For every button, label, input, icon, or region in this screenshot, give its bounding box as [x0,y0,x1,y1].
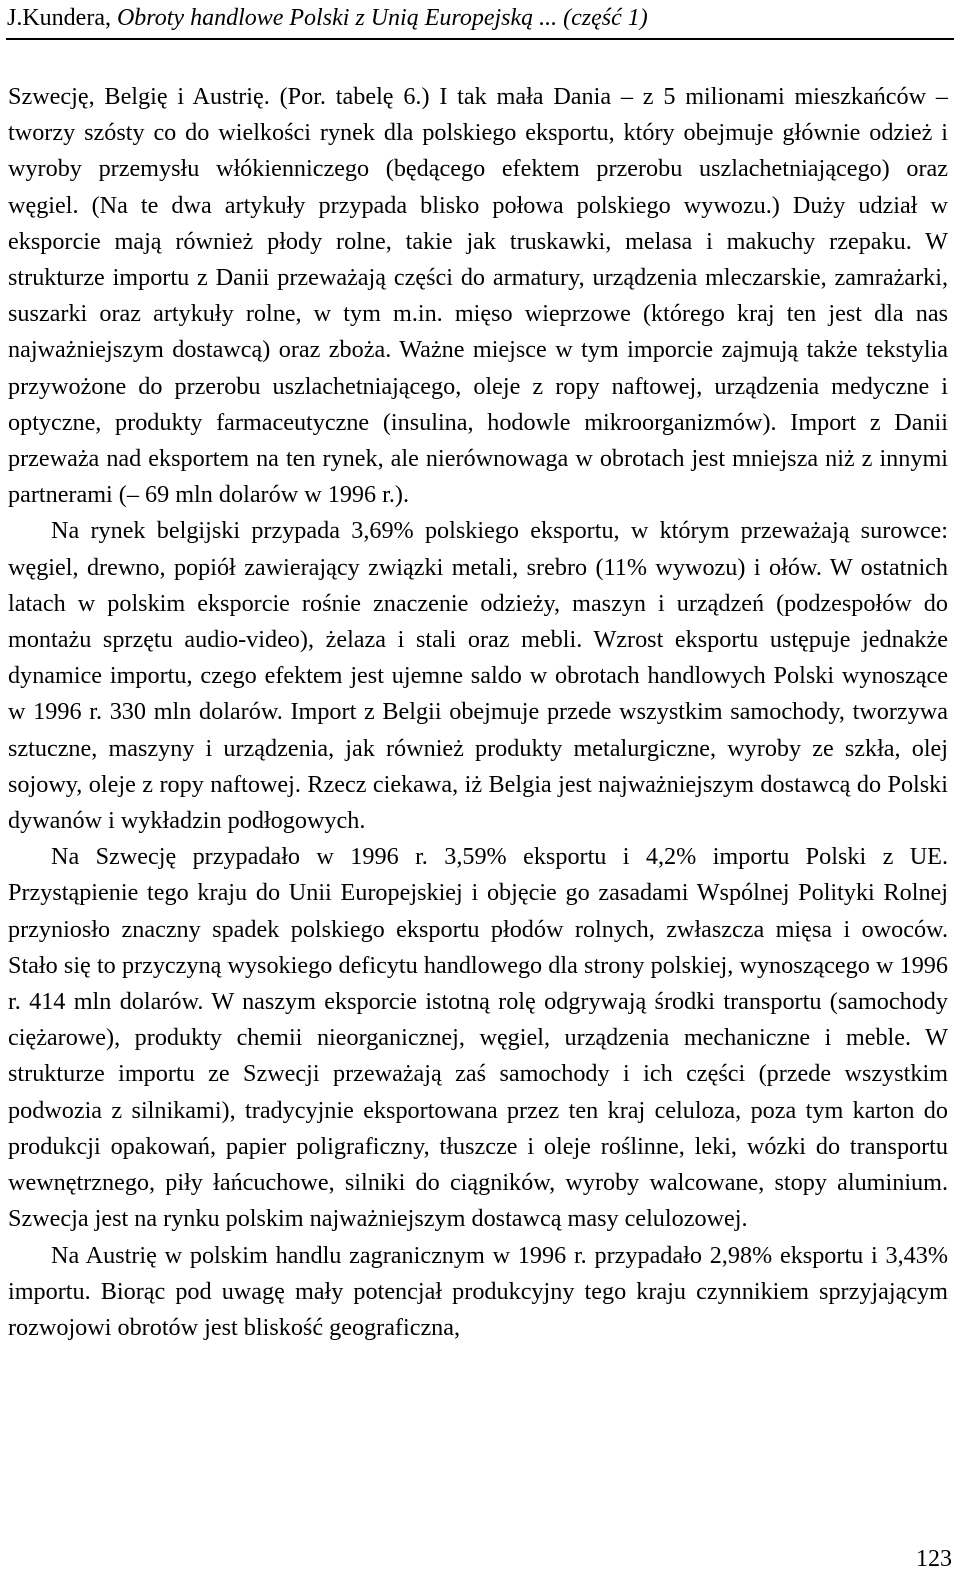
paragraph-belgia: Na rynek belgijski przypada 3,69% polskiego eksportu, w którym przeważają surowce: węgiel, drewno, popiół zawierający związki metali, srebro (11% wywozu) i ołów. W ostatnich latach w polskim eksporcie rośnie znaczenie odzieży, maszyn i urządzeń (podzespołów do montażu sprzętu audio-video), żelaza i stali oraz mebli. Wzrost eksportu ustępuje jednakże dynamice importu, czego efektem jest ujemne saldo w obrotach handlowych Polski wynoszące w 1996 r. 330 mln dolarów. Import z Belgii obejmuje przede wszystkim samochody, tworzywa sztuczne, maszyny i urządzenia, jak również produkty metalurgiczne, wyroby ze szkła, olej sojowy, oleje z ropy naftowej. Rzecz ciekawa, iż Belgia jest najważniejszym dostawcą do Polski dywanów i wykładzin podłogowych. [8,517,948,835]
paragraph-austria: Na Austrię w polskim handlu zagranicznym w 1996 r. przypadało 2,98% eksportu i 3,43% importu. Biorąc pod uwagę mały potencjał produkcyjny tego kraju czynnikiem sprzyjającym rozwojowi obrotów jest bliskość geograficzna, [8,1241,948,1341]
header-title: Obroty handlowe Polski z Unią Europejską ... (część 1) [116,5,648,31]
main-text [8,79,948,1346]
running-header [7,3,648,33]
paragraph-dania: Szwecję, Belgię i Austrię. (Por. tabelę 6.) I tak mała Dania – z 5 milionami mieszkańców – tworzy szósty co do wielkości rynek dla polskiego eksportu, który obejmuje głównie odzież i wyroby przemysłu włókienniczego (będącego efektem przerobu uszlachetniającego) oraz węgiel. (Na te dwa artykuły przypada blisko połowa polskiego wywozu.) Duży udział w eksporcie mają również płody rolne, takie jak truskawki, melasa i makuchy rzepaku. W strukturze importu z Danii przeważają części do armatury, urządzenia mleczarskie, zamrażarki, suszarki oraz artykuły rolne, w tym m.in. mięso wieprzowe (którego kraj ten jest dla nas najważniejszym dostawcą) oraz zboża. Ważne miejsce w tym imporcie zajmują także tekstylia przywożone do przerobu uszlachetniającego, oleje z ropy naftowej, urządzenia medyczne i optyczne, produkty farmaceutyczne (insulina, hodowle mikroorganizmów). Import z Danii przeważa nad eksportem na ten rynek, ale nierównowaga w obrotach jest mniejsza niż z innymi partnerami (– 69 mln dolarów w 1996 r.). [8,83,948,509]
paragraph-szwecja: Na Szwecję przypadało w 1996 r. 3,59% eksportu i 4,2% importu Polski z UE. Przystąpienie tego kraju do Unii Europejskiej i objęcie go zasadami Wspólnej Polityki Rolnej przyniosło znaczny spadek polskiego eksportu płodów rolnych, zwłaszcza mięsa i owoców. Stało się to przyczyną wysokiego deficytu handlowego dla strony polskiej, wynoszącego w 1996 r. 414 mln dolarów. W naszym eksporcie istotną rolę odgrywają środki transportu (samochody ciężarowe), produkty chemii nieorganicznej, węgiel, urządzenia mechaniczne i meble. W strukturze importu ze Szwecji przeważają zaś samochody i ich części (przede wszystkim podwozia z silnikami), tradycyjnie eksportowana przez ten kraj celuloza, poza tym karton do produkcji opakowań, papier poligraficzny, tłuszcze i oleje roślinne, leki, wózki do transportu wewnętrznego, piły łańcuchowe, silniki do ciągników, wyroby walcowane, stopy aluminium. Szwecja jest na rynku polskim najważniejszym dostawcą masy celulozowej. [8,843,948,1233]
page-number: 123 [916,1546,952,1572]
header-divider [6,38,954,40]
header-author: J.Kundera, [7,5,117,31]
